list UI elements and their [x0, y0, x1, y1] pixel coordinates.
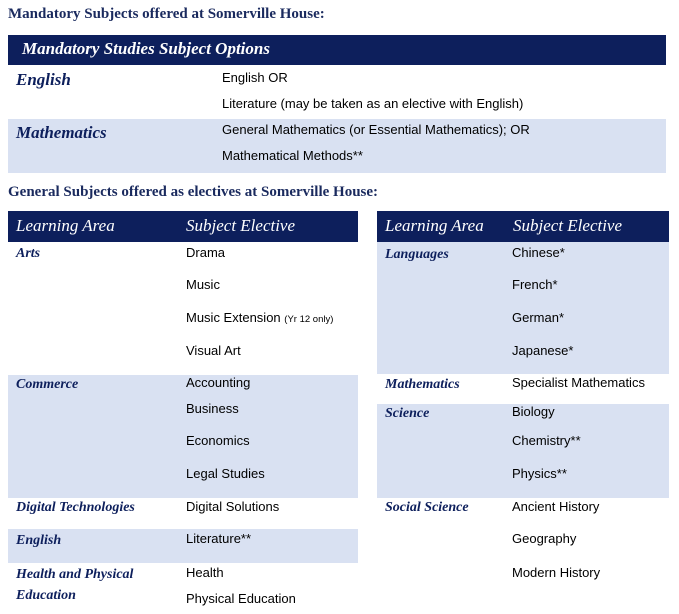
mandatory-heading: Mandatory Subjects offered at Somerville House:: [8, 6, 325, 22]
subject-item: Modern History: [512, 565, 601, 580]
subject-item: Japanese*: [512, 343, 574, 358]
area-science: Science: [385, 406, 430, 421]
commerce-band: [8, 375, 358, 498]
area-health-pe-line2: Education: [16, 588, 76, 603]
subject-item: Physics**: [512, 466, 567, 481]
subject-item-with-note: [186, 310, 333, 325]
subject-item: Legal Studies: [186, 466, 265, 481]
area-arts: Arts: [16, 246, 41, 261]
right-table-header: [377, 211, 669, 242]
subject-item: Accounting: [186, 375, 251, 390]
mandatory-item: General Mathematics (or Essential Mathematics); OR: [222, 122, 530, 137]
area-languages: Languages: [385, 247, 449, 262]
area-health-pe-line1: Health and Physical: [16, 567, 134, 582]
header-learning-area: Learning Area: [16, 216, 115, 235]
area-english-elective: English: [16, 533, 62, 548]
header-learning-area: Learning Area: [385, 216, 484, 235]
subject-item-note: (Yr 12 only): [284, 314, 334, 325]
subject-item: Ancient History: [512, 499, 600, 514]
header-subject-elective: Subject Elective: [186, 216, 296, 235]
left-table-header: [8, 211, 358, 242]
mandatory-item: Mathematical Methods**: [222, 148, 363, 163]
mandatory-item: Literature (may be taken as an elective with English): [222, 96, 524, 111]
area-social-science: Social Science: [385, 500, 469, 515]
subject-item: Health: [186, 565, 224, 580]
subject-item: Music: [186, 277, 220, 292]
subject-item: Digital Solutions: [186, 499, 280, 514]
subject-item: French*: [512, 277, 558, 292]
subject-item: Chinese*: [512, 245, 565, 260]
subject-item: Physical Education: [186, 591, 296, 606]
subject-item: Specialist Mathematics: [512, 375, 645, 390]
area-mathematics-elective: Mathematics: [385, 377, 460, 392]
electives-heading: General Subjects offered as electives at Somerville House:: [8, 184, 379, 200]
mandatory-item: English OR: [222, 70, 288, 85]
header-subject-elective: Subject Elective: [513, 216, 623, 235]
subject-item: Literature**: [186, 531, 252, 546]
area-english: English: [16, 70, 71, 89]
subject-item: Economics: [186, 433, 250, 448]
area-commerce: Commerce: [16, 377, 79, 392]
area-digital-technologies: Digital Technologies: [16, 500, 135, 515]
subject-item: Visual Art: [186, 343, 241, 358]
subject-item-label: Music Extension: [186, 310, 281, 325]
area-mathematics: Mathematics: [16, 123, 107, 142]
subject-item: Drama: [186, 245, 226, 260]
subject-item: Chemistry**: [512, 433, 581, 448]
subject-item: Biology: [512, 404, 555, 419]
subject-item: German*: [512, 310, 565, 325]
mandatory-banner: [8, 35, 666, 65]
subject-item: Business: [186, 401, 239, 416]
mandatory-banner-title: Mandatory Studies Subject Options: [22, 39, 270, 58]
subject-item: Geography: [512, 531, 577, 546]
